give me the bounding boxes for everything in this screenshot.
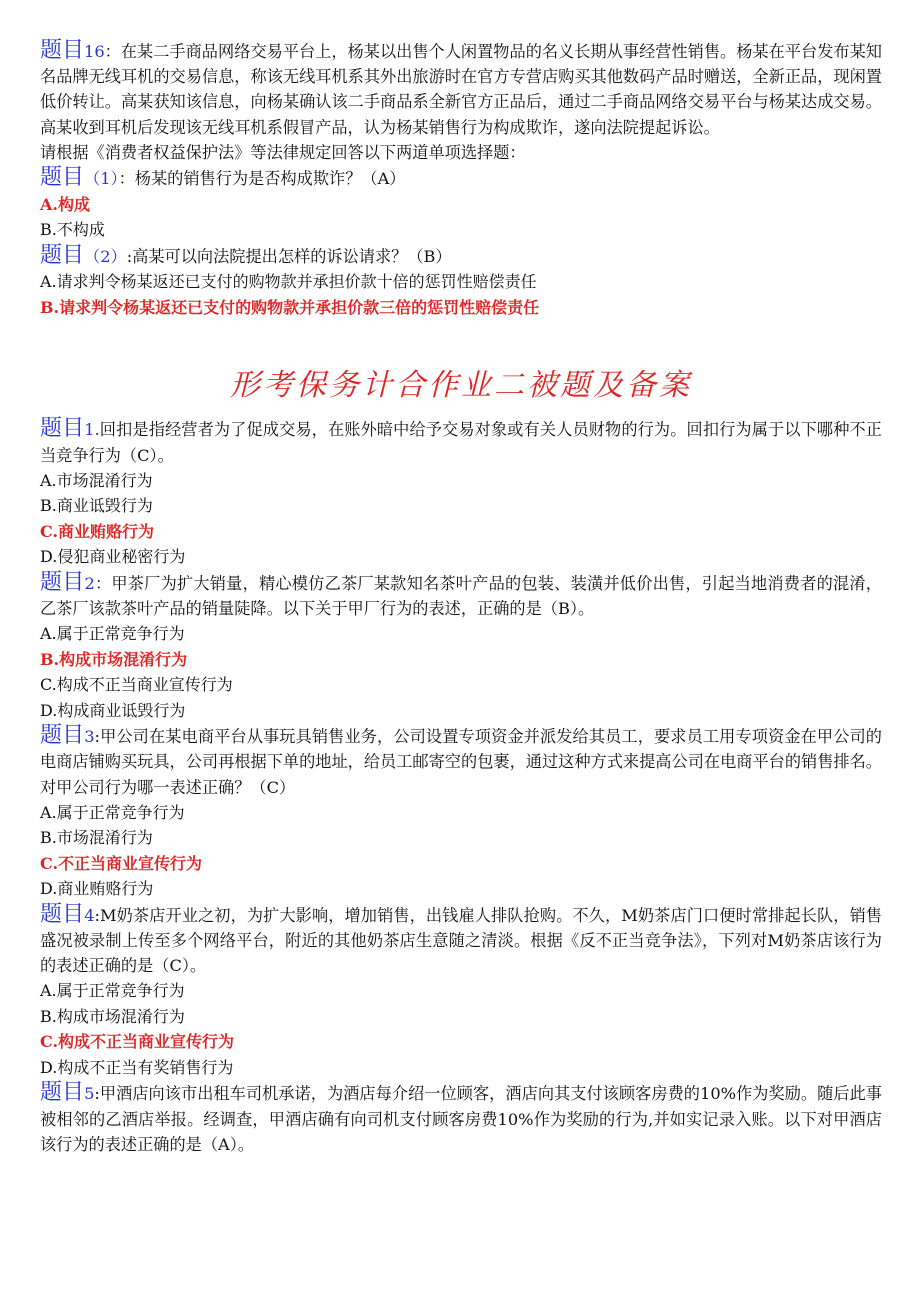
option: D.构成不正当有奖销售行为 (40, 1057, 234, 1077)
option-correct: C.构成不正当商业宣传行为 (40, 1032, 235, 1052)
question-instruction: 请根据《消费者权益保护法》等法律规定回答以下两道单项选择题： (40, 142, 526, 162)
question-label: 题目 (40, 901, 85, 927)
question-2 (40, 570, 882, 621)
question-label: 题目 (40, 416, 85, 442)
question-label: 题目 (40, 569, 85, 595)
option: D.商业贿赂行为 (40, 879, 154, 899)
option-correct: B.请求判令杨某返还已支付的购物款并承担价款三倍的惩罚性赔偿责任 (40, 297, 540, 317)
question-number: 1. (84, 420, 100, 440)
option: A.属于正常竞争行为 (40, 802, 185, 822)
option-correct: C.不正当商业宣传行为 (40, 853, 203, 873)
question-text: :甲公司在某电商平台从事玩具销售业务，公司设置专项资金并派发给其员工，要求员工用专项资金在甲公司的电商店铺购买玩具，公司再根据下单的地址，给员工邮寄空的包裹，通过这种方式来提高公司在电商平台的销售排名。对甲公司行为哪一表述正确？（C） (40, 727, 882, 797)
option: A.请求判令杨某返还已支付的购物款并承担价款十倍的惩罚性赔偿责任 (40, 272, 537, 292)
option-correct: A.构成 (40, 194, 90, 214)
sub-question-1 (40, 165, 882, 192)
document-page (40, 38, 882, 1157)
question-text: :高某可以向法院提出怎样的诉讼请求？（B） (126, 246, 452, 266)
question-3 (40, 723, 882, 800)
option-correct: B.构成市场混淆行为 (40, 649, 188, 669)
question-number: （1） (84, 169, 119, 189)
option: B.不构成 (40, 220, 105, 240)
question-number: 16 (84, 42, 105, 61)
question-label: 题目 (40, 723, 85, 749)
option: D.构成商业诋毁行为 (40, 700, 186, 720)
option-correct: C.商业贿赂行为 (40, 521, 155, 541)
question-16 (40, 38, 882, 140)
option: A.市场混淆行为 (40, 470, 153, 490)
question-number: 3 (84, 727, 95, 747)
question-label: 题目 (40, 1080, 85, 1106)
option: D.侵犯商业秘密行为 (40, 547, 186, 567)
option: B.构成市场混淆行为 (40, 1006, 185, 1026)
question-text: :M奶茶店开业之初，为扩大影响，增加销售，出钱雇人排队抢购。不久，M奶茶店门口便时常排起长队，销售盛况被录制上传至多个网络平台，附近的其他奶茶店生意随之清淡。根据《反不正当竞争法》，下列对M奶茶店该行为的表述正确的是（C）。 (40, 905, 882, 976)
question-label: 题目 (40, 242, 85, 268)
question-4 (40, 902, 882, 979)
question-text: :甲酒店向该市出租车司机承诺，为酒店每介绍一位顾客，酒店向其支付该顾客房费的10%作为奖励。随后此事被相邻的乙酒店举报。经调查，甲酒店确有向司机支付顾客房费10%作为奖励的行为,并如实记录入账。以下对甲酒店该行为的表述正确的是（A）。 (40, 1084, 882, 1154)
question-label: 题目 (40, 38, 85, 63)
question-1 (40, 416, 882, 467)
question-number: 4 (84, 905, 95, 925)
question-text: ：甲茶厂为扩大销量，精心模仿乙茶厂某款知名茶叶产品的包装、装潢并低价出售，引起当地消费者的混淆，乙茶厂该款茶叶产品的销量陡降。以下关于甲厂行为的表述，正确的是（B）。 (40, 573, 882, 618)
option: B.商业诋毁行为 (40, 496, 153, 516)
option: B.市场混淆行为 (40, 828, 153, 848)
option: C.构成不正当商业宣传行为 (40, 675, 233, 695)
question-label: 题目 (40, 165, 85, 191)
option: A.属于正常竞争行为 (40, 624, 185, 644)
sub-question-2 (40, 243, 882, 270)
question-text: ：杨某的销售行为是否构成欺诈？（A） (118, 169, 406, 189)
question-number: 2 (84, 573, 95, 593)
question-text: 回扣是指经营者为了促成交易，在账外暗中给予交易对象或有关人员财物的行为。回扣行为属于以下哪种不正当竞争行为（C）。 (40, 420, 882, 465)
question-number: （2） (84, 246, 127, 266)
section-title: 形考保务计合作业二被题及备案 (230, 368, 692, 404)
option: A.属于正常竞争行为 (40, 981, 185, 1001)
question-text: ：在某二手商品网络交易平台上，杨某以出售个人闲置物品的名义长期从事经营性销售。杨某在平台发布某知名品牌无线耳机的交易信息，称该无线耳机系其外出旅游时在官方专营店购买其他数码产品时赠送，全新正品，现闲置低价转让。高某获知该信息，向杨某确认该二手商品系全新官方正品后，通过二手商品网络交易平台与杨某达成交易。高某收到耳机后发现该无线耳机系假冒产品，认为杨某销售行为构成欺诈，遂向法院提起诉讼。 (40, 42, 882, 137)
question-number: 5 (84, 1084, 95, 1104)
question-5 (40, 1080, 882, 1157)
